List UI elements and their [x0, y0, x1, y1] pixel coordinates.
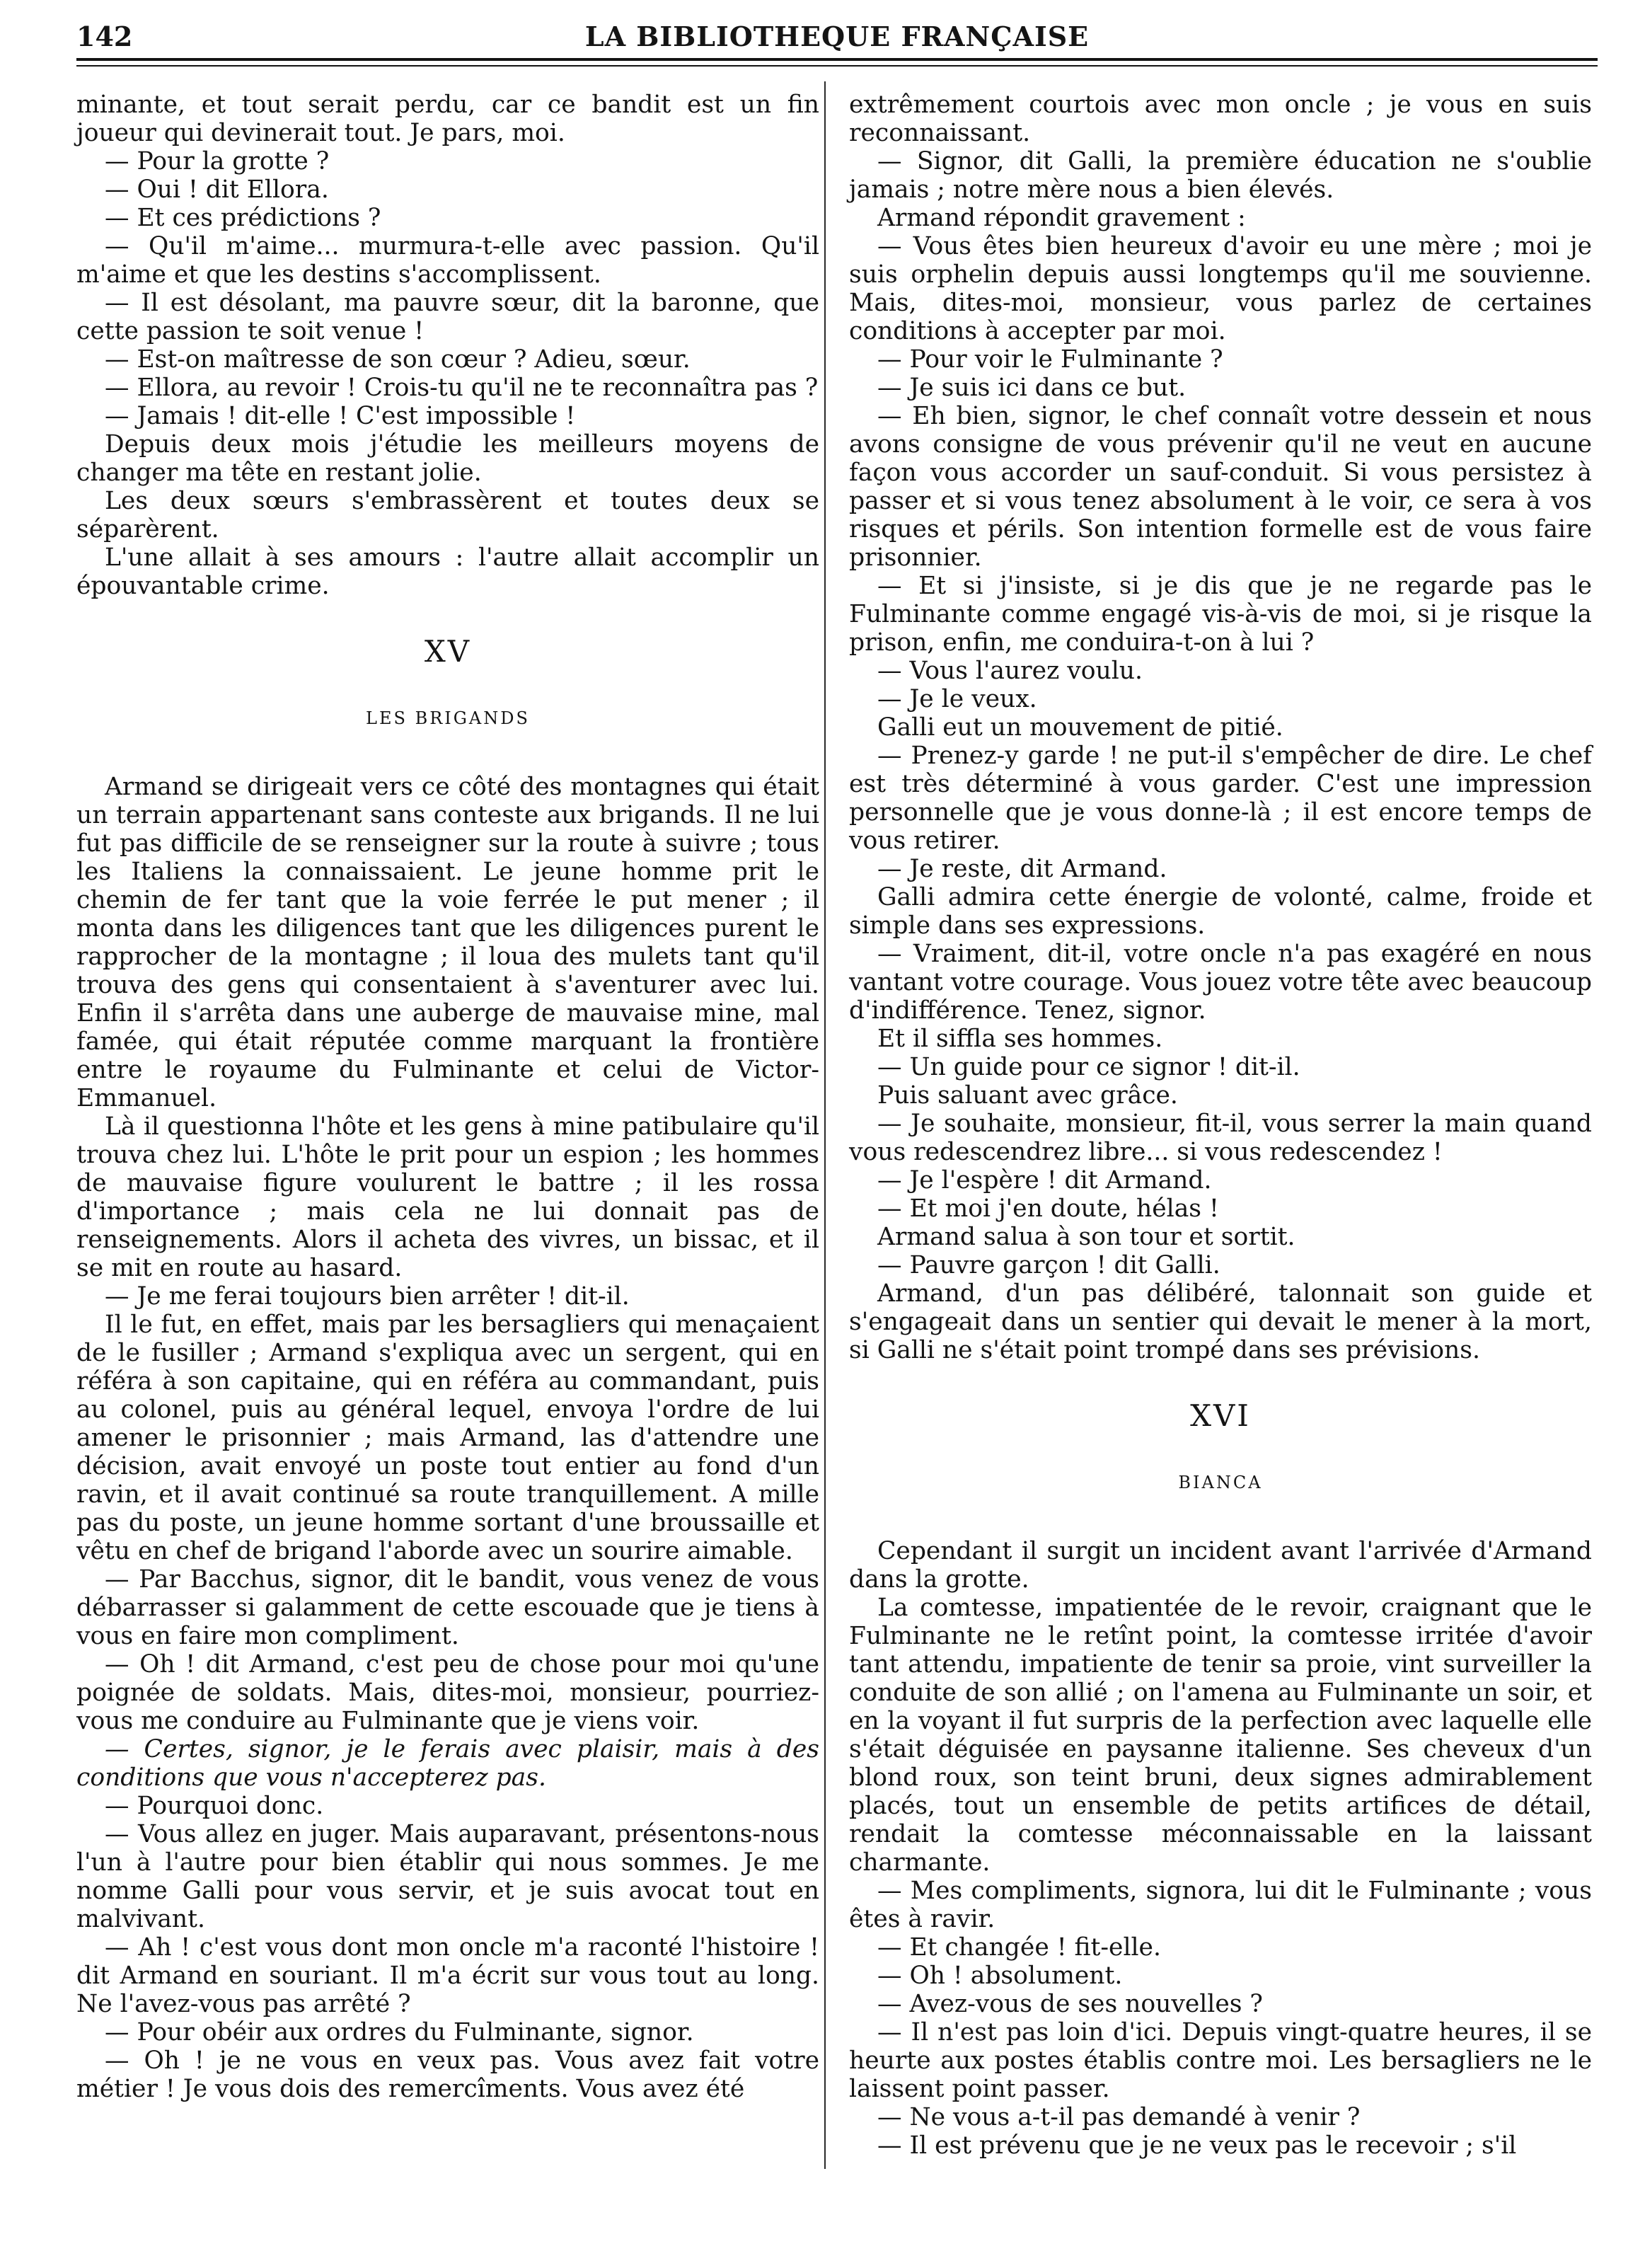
chapter-number: XVI — [1190, 1398, 1251, 1433]
publication-title: LA BIBLIOTHEQUE FRANÇAISE — [584, 21, 1090, 52]
paragraph: Et il siffla ses hommes. — [877, 1025, 1163, 1053]
paragraph: — Est-on maîtresse de son cœur ? Adieu, sœur. — [105, 345, 691, 374]
paragraph: — Je reste, dit Armand. — [877, 855, 1167, 883]
paragraph: — Oh ! dit Armand, c'est peu de chose pour moi qu'une poignée de soldats. Mais, dites-moi, monsieur, pourriez-vous me conduire au Fulminante que je viens voir. — [76, 1650, 819, 1735]
left-column — [76, 91, 819, 2103]
page-number: 142 — [76, 21, 133, 52]
paragraph: — Je le veux. — [877, 685, 1037, 713]
paragraph: Armand, d'un pas délibéré, talonnait son guide et s'engageait dans un sentier qui devait le mener à la mort, si Galli ne s'était point trompé dans ses prévisions. — [849, 1279, 1592, 1364]
paragraph: — Pauvre garçon ! dit Galli. — [877, 1251, 1220, 1279]
paragraph: — Oui ! dit Ellora. — [105, 175, 329, 204]
paragraph: — Mes compliments, signora, lui dit le Fulminante ; vous êtes à ravir. — [849, 1877, 1592, 1933]
paragraph: — Certes, signor, je le ferais avec plaisir, mais à des conditions que vous n'accepterez pas. — [76, 1735, 819, 1792]
paragraph: Puis saluant avec grâce. — [877, 1081, 1178, 1110]
paragraph: — Et ces prédictions ? — [105, 204, 381, 232]
paragraph: — Vous êtes bien heureux d'avoir eu une mère ; moi je suis orphelin depuis aussi longtemps qu'il me souvienne. Mais, dites-moi, monsieur, vous parlez de certaines conditions à accepter par moi. — [849, 232, 1592, 345]
chapter-title: LES BRIGANDS — [366, 708, 530, 728]
paragraph: Cependant il surgit un incident avant l'arrivée d'Armand dans la grotte. — [849, 1537, 1592, 1594]
paragraph: — Pour voir le Fulminante ? — [877, 345, 1223, 374]
paragraph: — Ne vous a-t-il pas demandé à venir ? — [877, 2103, 1361, 2131]
page-header — [76, 18, 1598, 61]
paragraph: Là il questionna l'hôte et les gens à mine patibulaire qu'il trouva chez lui. L'hôte le prit pour un espion ; les hommes de mauvaise figure voulurent le battre ; il les rossa d'importance ; mais cela ne lui donnait pas de renseignements. Alors il acheta des vivres, un bissac, et il se mit en route au hasard. — [76, 1112, 819, 1282]
paragraph: — Il est prévenu que je ne veux pas le recevoir ; s'il — [877, 2131, 1517, 2160]
paragraph: — Et si j'insiste, si je dis que je ne regarde pas le Fulminante comme engagé vis-à-vis de moi, si je risque la prison, enfin, me conduira-t-on à lui ? — [849, 572, 1592, 657]
paragraph: — Pour obéir aux ordres du Fulminante, signor. — [105, 2018, 694, 2047]
header-rule-thick — [76, 58, 1598, 61]
paragraph: — Eh bien, signor, le chef connaît votre dessein et nous avons consigne de vous prévenir qu'il ne veut en aucune façon vous accorder un sauf-conduit. Si vous persistez à passer et si vous tenez absolument à le voir, ce sera à vos risques et périls. Son intention formelle est de vous faire prisonnier. — [849, 402, 1592, 572]
paragraph: — Ah ! c'est vous dont mon oncle m'a raconté l'histoire ! dit Armand en souriant. Il m'a écrit sur vous tout au long. Ne l'avez-vous pas arrêté ? — [76, 1933, 819, 2018]
paragraph: — Un guide pour ce signor ! dit-il. — [877, 1053, 1300, 1081]
paragraph: — Qu'il m'aime... murmura-t-elle avec passion. Qu'il m'aime et que les destins s'accomplissent. — [76, 232, 819, 289]
paragraph: — Vous allez en juger. Mais auparavant, présentons-nous l'un à l'autre pour bien établir qui nous sommes. Je me nomme Galli pour vous servir, et je suis avocat tout en malvivant. — [76, 1820, 819, 1933]
paragraph: — Oh ! je ne vous en veux pas. Vous avez fait votre métier ! Je vous dois des remercîments. Vous avez été — [76, 2047, 819, 2103]
right-column — [849, 91, 1592, 2160]
paragraph: — Vraiment, dit-il, votre oncle n'a pas exagéré en nous vantant votre courage. Vous jouez votre tête avec beaucoup d'indifférence. Tenez, signor. — [849, 940, 1592, 1025]
paragraph: Depuis deux mois j'étudie les meilleurs moyens de changer ma tête en restant jolie. — [76, 430, 819, 487]
paragraph: minante, et tout serait perdu, car ce bandit est un fin joueur qui devinerait tout. Je pars, moi. — [76, 91, 819, 147]
chapter-title: BIANCA — [1178, 1473, 1263, 1492]
paragraph: La comtesse, impatientée de le revoir, craignant que le Fulminante ne le retînt point, la comtesse irritée d'avoir tant attendu, impatiente de tenir sa proie, vint surveiller la conduite de son allié ; on l'amena au Fulminante un soir, et en la voyant il fut surpris de la perfection avec laquelle elle s'était déguisée en paysanne italienne. Ses cheveux d'un blond roux, son teint bruni, deux signes admirablement placés, tout un ensemble de petits artifices de détail, rendait la comtesse méconnaissable en la laissant charmante. — [849, 1594, 1592, 1877]
paragraph: — Et changée ! fit-elle. — [877, 1933, 1161, 1962]
paragraph: — Et moi j'en doute, hélas ! — [877, 1195, 1219, 1223]
paragraph: — Vous l'aurez voulu. — [877, 657, 1143, 685]
paragraph: L'une allait à ses amours : l'autre allait accomplir un épouvantable crime. — [76, 543, 819, 600]
paragraph: — Je souhaite, monsieur, fit-il, vous serrer la main quand vous redescendrez libre... si vous redescendez ! — [849, 1110, 1592, 1166]
paragraph: — Ellora, au revoir ! Crois-tu qu'il ne te reconnaîtra pas ? — [105, 374, 819, 402]
column-divider — [824, 81, 826, 2169]
paragraph: Galli eut un mouvement de pitié. — [877, 713, 1283, 742]
paragraph: — Je me ferai toujours bien arrêter ! dit-il. — [105, 1282, 630, 1311]
paragraph: Les deux sœurs s'embrassèrent et toutes deux se séparèrent. — [76, 487, 819, 543]
paragraph: — Prenez-y garde ! ne put-il s'empêcher de dire. Le chef est très déterminé à vous garder. C'est une impression personnelle que je vous donne-là ; il est encore temps de vous retirer. — [849, 742, 1592, 855]
paragraph: — Il est désolant, ma pauvre sœur, dit la baronne, que cette passion te soit venue ! — [76, 289, 819, 345]
paragraph: — Jamais ! dit-elle ! C'est impossible ! — [105, 402, 576, 430]
paragraph: Galli admira cette énergie de volonté, calme, froide et simple dans ses expressions. — [849, 883, 1592, 940]
paragraph: — Oh ! absolument. — [877, 1962, 1123, 1990]
paragraph: — Il n'est pas loin d'ici. Depuis vingt-quatre heures, il se heurte aux postes établis contre moi. Les bersagliers ne le laissent point passer. — [849, 2018, 1592, 2103]
header-rule-thin — [76, 65, 1598, 67]
paragraph: — Signor, dit Galli, la première éducation ne s'oublie jamais ; notre mère nous a bien élevés. — [849, 147, 1592, 204]
paragraph: Armand se dirigeait vers ce côté des montagnes qui était un terrain appartenant sans conteste aux brigands. Il ne lui fut pas difficile de se renseigner sur la route à suivre ; tous les Italiens la connaissaient. Le jeune homme prit le chemin de fer tant que la voie ferrée le put mener ; il monta dans les diligences tant que les diligences purent le rapprocher de la montagne ; il loua des mulets tant qu'il trouva des gens qui consentaient à s'aventurer avec lui. Enfin il s'arrêta dans une auberge de mauvaise mine, mal famée, qui était réputée comme marquant la frontière entre le royaume du Fulminante et celui de Victor-Emmanuel. — [76, 773, 819, 1112]
paragraph: extrêmement courtois avec mon oncle ; je vous en suis reconnaissant. — [849, 91, 1592, 147]
paragraph: — Avez-vous de ses nouvelles ? — [877, 1990, 1263, 2018]
paragraph: — Par Bacchus, signor, dit le bandit, vous venez de vous débarrasser si galamment de cette escouade que je tiens à vous en faire mon compliment. — [76, 1565, 819, 1650]
paragraph: — Je l'espère ! dit Armand. — [877, 1166, 1212, 1195]
paragraph: Armand salua à son tour et sortit. — [877, 1223, 1295, 1251]
paragraph: — Je suis ici dans ce but. — [877, 374, 1187, 402]
paragraph: — Pour la grotte ? — [105, 147, 330, 175]
chapter-number: XV — [424, 634, 472, 669]
paragraph: Armand répondit gravement : — [877, 204, 1246, 232]
paragraph: Il le fut, en effet, mais par les bersagliers qui menaçaient de le fusiller ; Armand s'expliqua avec un sergent, qui en référa à son capitaine, qui en référa au commandant, puis au colonel, puis au général lequel, envoya l'ordre de lui amener le prisonnier ; mais Armand, las d'attendre une décision, avait envoyé un poste tout entier au fond d'un ravin, et il avait continué sa route tranquillement. A mille pas du poste, un jeune homme sortant d'une broussaille et vêtu en chef de brigand l'aborde avec un sourire aimable. — [76, 1311, 819, 1565]
paragraph: — Pourquoi donc. — [105, 1792, 324, 1820]
